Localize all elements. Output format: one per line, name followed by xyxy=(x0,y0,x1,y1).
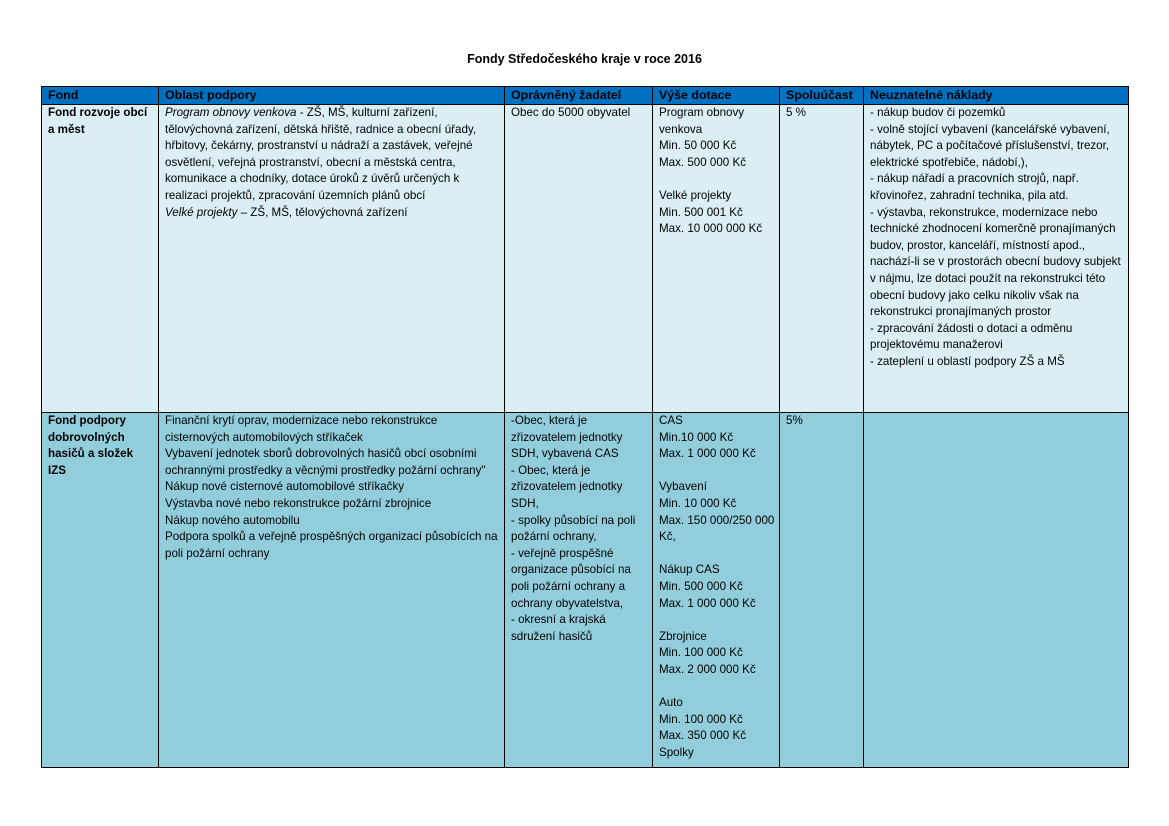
fund-name-cell xyxy=(42,413,159,768)
applicant-cell xyxy=(505,105,653,413)
fund-name: Fond rozvoje obcí a měst xyxy=(48,106,148,136)
amount-line: Max. 1 000 000 Kč xyxy=(659,596,756,610)
applicant-line: Obec do 5000 obyvatel xyxy=(511,106,631,119)
amount-line: Nákup CAS xyxy=(659,563,720,577)
area-program-label: Program obnovy venkova xyxy=(165,106,297,119)
area-big-paragraph xyxy=(165,205,500,222)
amount-line: Vybavení xyxy=(659,480,707,494)
area-item: Nákup nového automobilu xyxy=(165,513,300,527)
amount-line: Min.10 000 Kč xyxy=(659,430,734,444)
applicant-cell xyxy=(505,413,653,768)
applicant-line: -Obec, která je zřizovatelem jednotky SDH, vybavená CAS xyxy=(511,414,623,461)
amount-spacer xyxy=(659,679,775,696)
amount-line: Min. 100 000 Kč xyxy=(659,712,743,726)
header-cofinancing: Spoluúčast xyxy=(780,87,864,105)
ineligible-item: - výstavba, rekonstrukce, modernizace nebo technické zhodnocení komerčně pronajímaných budov, prostor, kanceláří, místností apod., nachází-li se v prostorách obecní budovy subjekt v nájmu, lze dotaci použít na rekonstrukci této obecní budovy jako celku nikoliv však na rekonstrukci pronajímaných prostor xyxy=(870,205,1121,319)
table-row-fond-rozvoje xyxy=(42,105,1129,413)
area-big-text: – ZŠ, MŠ, tělovýchovná zařízení xyxy=(237,205,408,219)
amount-line: Velké projekty xyxy=(659,188,732,202)
amount-line: Max. 10 000 000 Kč xyxy=(659,222,763,236)
amount-spacer xyxy=(659,171,775,188)
area-program-text: - ZŠ, MŠ, kulturní zařízení, tělovýchovná zařízení, dětská hřiště, radnice a obecní úřady, hřbitovy, čekárny, prostranství u nádraží a zastávek, veřejné osvětlení, veřejná prostranství, obecní a městská centra, komunikace a chodníky, dotace úroků z úvěrů určených k realizaci projektů, zpracování územních plánů obcí xyxy=(165,106,477,202)
cofinancing-value: 5 % xyxy=(786,106,806,119)
amount-line: Min. 50 000 Kč xyxy=(659,139,737,153)
amount-line: Max. 150 000/250 000 Kč, xyxy=(659,513,775,544)
area-cell xyxy=(159,105,505,413)
fund-name: Fond podpory dobrovolných hasičů a složek IZS xyxy=(48,414,134,477)
header-applicant: Oprávněný žadatel xyxy=(505,87,653,105)
amount-line: Min. 500 001 Kč xyxy=(659,205,743,219)
cofinancing-value: 5% xyxy=(786,414,803,427)
ineligible-item: - nákup nářadí a pracovních strojů, např. křovinořez, zahradní technika, pila atd. xyxy=(870,172,1079,202)
ineligible-cell-empty xyxy=(864,413,1129,768)
amount-line: Program obnovy venkova xyxy=(659,106,745,136)
cofinancing-cell xyxy=(780,105,864,413)
ineligible-cell xyxy=(864,105,1129,413)
cofinancing-cell xyxy=(780,413,864,768)
amount-line: Auto xyxy=(659,696,683,710)
amount-cell xyxy=(653,413,780,768)
amount-line: Max. 350 000 Kč xyxy=(659,729,747,743)
funds-table xyxy=(41,86,1129,768)
area-item: Vybavení jednotek sborů dobrovolných hasičů obcí osobními ochrannými prostředky a věcnými prostředky požární ochrany" xyxy=(165,447,486,477)
amount-line: Max. 2 000 000 Kč xyxy=(659,662,756,676)
area-item: Finanční krytí oprav, modernizace nebo rekonstrukce cisternových automobilových stříkaček xyxy=(165,414,438,444)
table-row-fond-hasicu xyxy=(42,413,1129,768)
header-fund: Fond xyxy=(42,87,159,105)
header-amount: Výše dotace xyxy=(653,87,780,105)
area-item: Nákup nové cisternové automobilové stříkačky xyxy=(165,480,405,494)
amount-line: Min. 10 000 Kč xyxy=(659,496,737,510)
applicant-line: - veřejně prospěšné organizace působící na poli požární ochrany a ochrany obyvatelstva, xyxy=(511,546,631,610)
ineligible-item: - zpracování žádosti o dotaci a odměnu projektovému manažerovi xyxy=(870,321,1073,352)
applicant-line: - spolky působící na poli požární ochrany, xyxy=(511,513,636,544)
amount-spacer xyxy=(659,463,775,480)
area-cell xyxy=(159,413,505,768)
amount-line: Min. 100 000 Kč xyxy=(659,646,743,660)
ineligible-item: - nákup budov či pozemků xyxy=(870,106,1006,119)
amount-line: Max. 500 000 Kč xyxy=(659,155,747,169)
document-title: Fondy Středočeského kraje v roce 2016 xyxy=(467,52,702,66)
amount-line: CAS xyxy=(659,414,683,427)
amount-line: Min. 500 000 Kč xyxy=(659,579,743,593)
applicant-line: - Obec, která je zřizovatelem jednotky SDH, xyxy=(511,463,623,510)
amount-cell xyxy=(653,105,780,413)
amount-spacer xyxy=(659,546,775,563)
ineligible-item: - zateplení u oblastí podpory ZŠ a MŠ xyxy=(870,354,1065,368)
fund-name-cell xyxy=(42,105,159,413)
amount-line: Max. 1 000 000 Kč xyxy=(659,447,756,461)
amount-line: Spolky xyxy=(659,745,694,759)
area-program-paragraph xyxy=(165,105,500,205)
header-ineligible: Neuznatelné náklady xyxy=(864,87,1129,105)
ineligible-item: - volně stojící vybavení (kancelářské vybavení, nábytek, PC a počítačové příslušenství, trezor, elektrické spotřebiče, nádobí,), xyxy=(870,122,1110,169)
header-area: Oblast podpory xyxy=(159,87,505,105)
amount-spacer xyxy=(659,612,775,629)
area-big-label: Velké projekty xyxy=(165,205,238,219)
area-item: Výstavba nové nebo rekonstrukce požární zbrojnice xyxy=(165,496,432,510)
area-item: Podpora spolků a veřejně prospěšných organizací působících na poli požární ochrany xyxy=(165,530,498,560)
amount-line: Zbrojnice xyxy=(659,629,707,643)
table-header-row xyxy=(42,87,1129,105)
applicant-line: - okresní a krajská sdružení hasičů xyxy=(511,613,606,643)
